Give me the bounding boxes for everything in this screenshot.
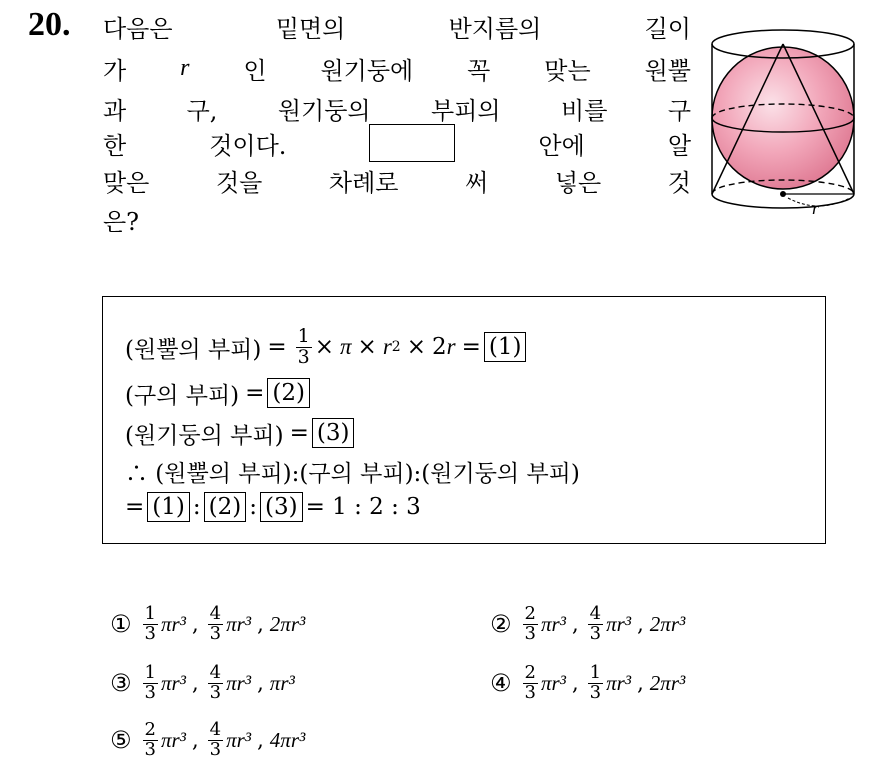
question-word: 비를 (561, 96, 608, 125)
question-word: 알 (667, 131, 691, 160)
cylinder-volume-label: (원기둥의 부피) (125, 422, 284, 449)
sphere-shape (712, 47, 854, 189)
choice-term: $\frac{2}{3}$ πr³ (144, 718, 186, 760)
choice-fraction: $\frac{2}{3}$ (144, 718, 156, 760)
ratio-blank-1: (1) (147, 492, 190, 522)
cone-volume-line: (원뿔의 부피) = $\frac{1}{3}$ × π × r 2 × 2 r = (1) (125, 329, 529, 365)
ratio-blank-3: (3) (260, 492, 303, 522)
cone-volume-label: (원뿔의 부피) (125, 336, 262, 363)
choice-marker: ② (490, 610, 512, 638)
question-word: 써 (465, 168, 489, 197)
therefore-line: ∴ (원뿔의 부피):(구의 부피):(원기둥의 부피) (125, 460, 580, 487)
question-word: 길이 (644, 14, 691, 43)
choice-fraction: $\frac{1}{3}$ (144, 661, 156, 703)
question-word: 꼭 (467, 56, 491, 85)
question-word: 다음은 (103, 14, 173, 43)
choice-term: $\frac{4}{3}$ πr³ (209, 661, 252, 703)
answer-blank-box (369, 124, 455, 162)
choice-fraction: $\frac{1}{3}$ (589, 661, 602, 703)
figure-cylinder-sphere-cone (706, 24, 860, 228)
blank-box-2: (2) (267, 378, 310, 408)
question-number: 20. (28, 6, 71, 43)
choice-3[interactable]: ③ $\frac{1}{3}$ πr³ , $\frac{4}{3}$ πr³ , πr³ (110, 661, 295, 703)
question-word: 맞은 (103, 168, 150, 197)
choice-marker: ① (110, 610, 132, 638)
blank-box-3: (3) (312, 418, 355, 448)
choice-fraction: $\frac{2}{3}$ (524, 602, 536, 644)
choice-term: $\frac{1}{3}$ πr³ (144, 602, 186, 644)
question-word: 인 (243, 56, 267, 85)
choice-fraction: $\frac{4}{3}$ (589, 602, 602, 644)
sphere-volume-line: (구의 부피) = (2) (125, 375, 313, 411)
question-line (103, 164, 691, 196)
ratio-value: = 1 : 2 : 3 (305, 494, 421, 520)
question-word: r (180, 54, 190, 81)
question-word: 것 (667, 168, 691, 197)
radius-marker (780, 191, 854, 218)
choice-1[interactable]: ① $\frac{1}{3}$ πr³ , $\frac{4}{3}$ πr³ , 2πr³ (110, 602, 306, 644)
choice-marker: ④ (490, 669, 512, 697)
question-word: 차례로 (328, 168, 399, 197)
choice-term: $\frac{4}{3}$ πr³ (209, 718, 252, 760)
choice-term: 2πr³ (269, 611, 306, 636)
choice-marker: ⑤ (110, 726, 132, 754)
question-word: 부피의 (431, 96, 501, 125)
question-line (103, 127, 691, 159)
choice-fraction: $\frac{4}{3}$ (209, 718, 222, 760)
choice-5[interactable]: ⑤ $\frac{2}{3}$ πr³ , $\frac{4}{3}$ πr³ , 4πr³ (110, 718, 306, 760)
choice-term: $\frac{2}{3}$ πr³ (524, 661, 566, 703)
sphere-volume-label: (구의 부피) (125, 382, 240, 409)
question-word: 원기둥에 (320, 56, 414, 85)
question-word: 가 (103, 56, 127, 85)
ratio-blank-2: (2) (204, 492, 247, 522)
derivation-box (102, 296, 826, 544)
fraction-one-third: $\frac{1}{3}$ (297, 324, 310, 368)
choice-term: 4πr³ (269, 727, 306, 752)
choice-term: 2πr³ (649, 611, 686, 636)
question-word: 맞는 (544, 56, 591, 85)
choice-fraction: $\frac{2}{3}$ (524, 661, 536, 703)
cylinder-volume-line: (원기둥의 부피) = (3) (125, 415, 357, 451)
question-line (103, 203, 691, 235)
question-word: 원뿔 (644, 56, 691, 85)
question-word: 넣은 (554, 168, 602, 197)
choice-term: $\frac{1}{3}$ πr³ (144, 661, 186, 703)
question-word: 안에 (538, 131, 585, 160)
question-line (103, 92, 691, 124)
blank-box-1: (1) (484, 332, 527, 362)
choice-term: $\frac{1}{3}$ πr³ (589, 661, 632, 703)
choice-term: $\frac{4}{3}$ πr³ (209, 602, 252, 644)
choice-term: 2πr³ (649, 670, 686, 695)
ratio-line: = (1) : (2) : (3) = 1 : 2 : 3 (125, 489, 421, 525)
question-word: 구 (667, 96, 691, 125)
question-word: 은? (103, 207, 140, 236)
choice-fraction: $\frac{4}{3}$ (209, 602, 222, 644)
question-word: 밑면의 (275, 14, 346, 43)
question-word: 반지름의 (448, 14, 542, 43)
choice-marker: ③ (110, 669, 132, 697)
question-word: 것을 (215, 168, 263, 197)
choice-4[interactable]: ④ $\frac{2}{3}$ πr³ , $\frac{1}{3}$ πr³ , 2πr³ (490, 661, 686, 703)
choice-fraction: $\frac{1}{3}$ (144, 602, 156, 644)
choice-term: $\frac{2}{3}$ πr³ (524, 602, 566, 644)
choice-term: πr³ (269, 670, 295, 695)
question-word: 구, (186, 96, 218, 125)
question-word: 것이다. (209, 131, 287, 160)
radius-label: r (812, 198, 820, 218)
choice-fraction: $\frac{4}{3}$ (209, 661, 222, 703)
question-word: 과 (103, 96, 127, 125)
question-word: 한 (103, 131, 127, 160)
question-word: 원기둥의 (277, 96, 371, 125)
question-line (103, 52, 691, 84)
choice-2[interactable]: ② $\frac{2}{3}$ πr³ , $\frac{4}{3}$ πr³ , 2πr³ (490, 602, 686, 644)
choice-term: $\frac{4}{3}$ πr³ (589, 602, 632, 644)
question-line (103, 10, 691, 42)
